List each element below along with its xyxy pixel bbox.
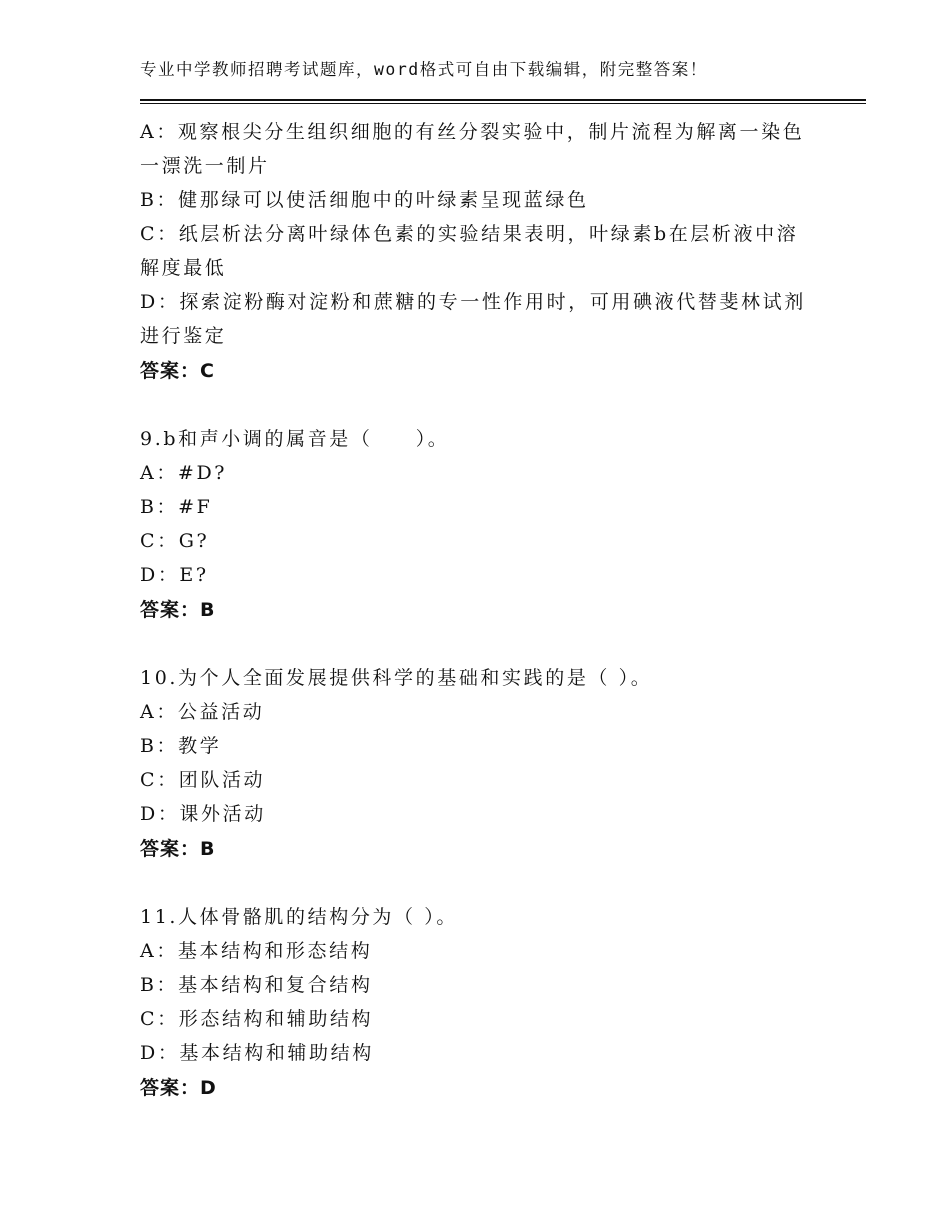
answer-label: 答案： — [140, 599, 201, 621]
header-rule-thick — [140, 99, 866, 101]
q8-option-b: B：健那绿可以使活细胞中的叶绿素呈现蓝绿色 — [140, 189, 589, 211]
answer-value: C — [200, 360, 214, 382]
q11-answer — [140, 1076, 216, 1100]
q8-option-a-line1: A：观察根尖分生组织细胞的有丝分裂实验中，制片流程为解离一染色 — [140, 121, 805, 143]
q8-option-c-line2: 解度最低 — [140, 257, 227, 279]
answer-label: 答案： — [140, 838, 201, 860]
answer-value: B — [200, 599, 215, 621]
q10-option-a: A：公益活动 — [140, 701, 265, 723]
q11-option-c: C：形态结构和辅助结构 — [140, 1008, 374, 1030]
answer-value: B — [200, 838, 215, 860]
q10-option-c: C：团队活动 — [140, 769, 266, 791]
page-header: 专业中学教师招聘考试题库，word格式可自由下载编辑，附完整答案！ — [140, 60, 708, 79]
header-rule-thin — [140, 103, 866, 104]
q10-answer — [140, 837, 215, 861]
q9-option-c: C：G? — [140, 530, 210, 552]
q8-answer — [140, 359, 214, 383]
q9-stem: 9.b和声小调的属音是（ ）。 — [140, 428, 450, 450]
q8-option-d-line2: 进行鉴定 — [140, 325, 227, 347]
answer-value: D — [200, 1077, 216, 1099]
q10-stem: 10.为个人全面发展提供科学的基础和实践的是（ ）。 — [140, 667, 653, 689]
q11-option-d: D：基本结构和辅助结构 — [140, 1042, 374, 1064]
q8-option-a-line2: 一漂洗一制片 — [140, 155, 270, 177]
q9-option-b: B：#F — [140, 496, 213, 518]
q11-option-a: A：基本结构和形态结构 — [140, 940, 373, 962]
q11-stem: 11.人体骨骼肌的结构分为（ ）。 — [140, 906, 458, 928]
q10-option-d: D：课外活动 — [140, 803, 266, 825]
q9-option-a: A：#D? — [140, 462, 228, 484]
q8-option-d-line1: D：探索淀粉酶对淀粉和蔗糖的专一性作用时，可用碘液代替斐林试剂 — [140, 291, 806, 313]
q9-answer — [140, 598, 215, 622]
q8-option-c-line1: C：纸层析法分离叶绿体色素的实验结果表明，叶绿素b在层析液中溶 — [140, 223, 799, 245]
answer-label: 答案： — [140, 360, 201, 382]
answer-label: 答案： — [140, 1077, 201, 1099]
q10-option-b: B：教学 — [140, 735, 222, 757]
q11-option-b: B：基本结构和复合结构 — [140, 974, 373, 996]
q9-option-d: D：E? — [140, 564, 209, 586]
